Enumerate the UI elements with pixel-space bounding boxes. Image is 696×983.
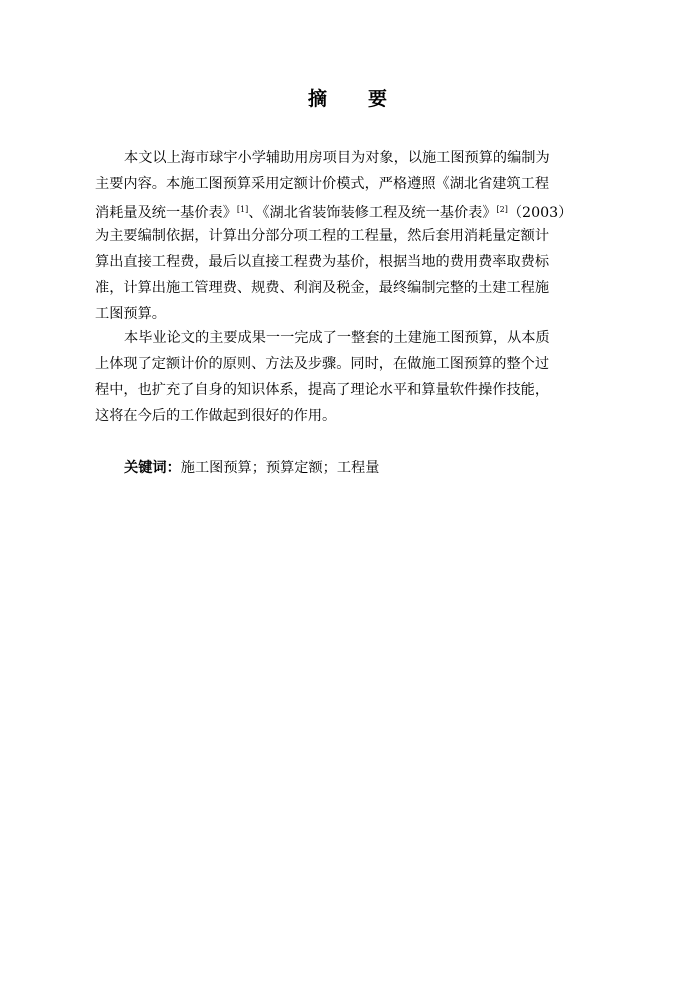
reference-marker-1: [1] [236, 205, 249, 214]
keywords-value: 施工图预算；预算定额；工程量 [180, 460, 380, 476]
page-title: 摘 要 [307, 88, 388, 110]
keywords-label: 关键词： [124, 460, 181, 476]
paragraph-line: 算出直接工程费，最后以直接工程费为基价，根据当地的费用费率取费标 [95, 254, 550, 270]
paragraph-line: 本毕业论文的主要成果一一完成了一整套的土建施工图预算，从本质 [124, 330, 550, 346]
paragraph-line-with-references [95, 197, 615, 223]
abstract-paragraph-1 [95, 145, 615, 327]
reference-marker-2: [2] [496, 205, 508, 214]
abstract-paragraph-2 [95, 325, 615, 429]
paragraph-line: 本文以上海市球宇小学辅助用房项目为对象，以施工图预算的编制为 [124, 150, 550, 166]
paragraph-line: 准，计算出施工管理费、规费、利润及税金，最终编制完整的土建工程施 [95, 280, 550, 296]
paragraph-line: 主要内容。本施工图预算采用定额计价模式，严格遵照《湖北省建筑工程 [95, 176, 550, 192]
text-segment: （2003） [507, 205, 573, 221]
keywords-line [124, 455, 379, 481]
text-segment: 、《湖北省装饰装修工程及统一基价表》 [248, 205, 497, 221]
paragraph-line: 为主要编制依据，计算出分部分项工程的工程量，然后套用消耗量定额计 [95, 228, 550, 244]
paragraph-line: 工图预算。 [95, 306, 166, 322]
paragraph-line: 程中，也扩充了自身的知识体系，提高了理论水平和算量软件操作技能， [95, 382, 550, 398]
text-segment: 消耗量及统一基价表》 [95, 205, 237, 221]
paragraph-line: 上体现了定额计价的原则、方法及步骤。同时，在做施工图预算的整个过 [95, 356, 550, 372]
paragraph-line: 这将在今后的工作做起到很好的作用。 [95, 408, 337, 424]
